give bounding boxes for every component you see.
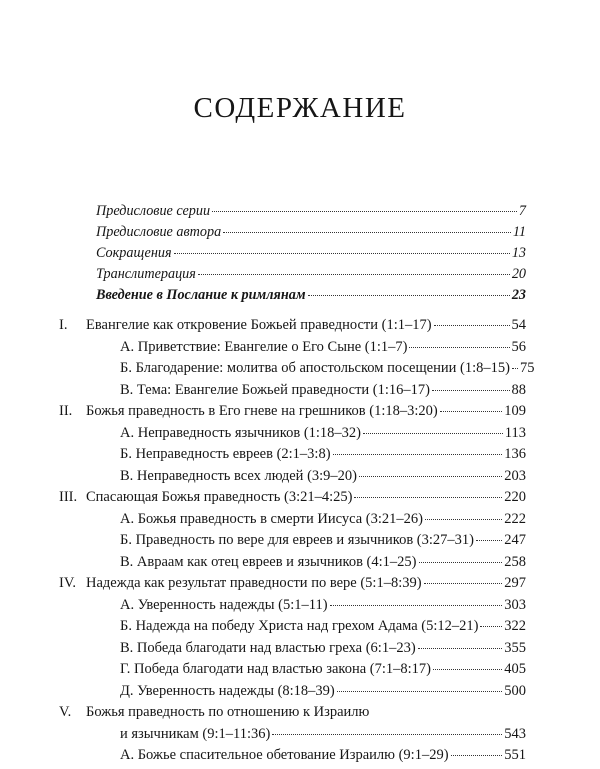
toc-subentry: [59, 360, 535, 382]
chapter-number: I.: [59, 317, 68, 333]
chapter-number: V.: [59, 704, 72, 720]
toc-subentry: [59, 446, 526, 468]
entry-label: Б. Благодарение: молитва об апостольском посещении (1:8–15): [120, 360, 510, 376]
page-number: 88: [511, 381, 526, 398]
dot-leader: [308, 295, 510, 296]
entry-label: Предисловие серии: [96, 203, 211, 219]
dot-leader: [512, 368, 518, 369]
page-number: 136: [504, 446, 526, 462]
toc-chapter: [59, 317, 526, 339]
page-number: 303: [504, 596, 526, 613]
entry-label: А. Неправедность язычников (1:18–32): [120, 424, 362, 441]
entry-label: Транслитерация: [96, 266, 196, 282]
page-title: СОДЕРЖАНИЕ: [193, 92, 407, 124]
entry-label: Евангелие как откровение Божьей праведности (1:1–17): [86, 317, 432, 333]
page-number: 500: [504, 682, 526, 699]
page-number: 222: [504, 510, 526, 527]
dot-leader: [359, 476, 502, 477]
page-number: 23: [511, 287, 526, 303]
page-number: 220: [504, 489, 526, 505]
dot-leader: [330, 605, 503, 606]
entry-label: В. Победа благодати над властью греха (6:1–23): [120, 639, 416, 656]
toc-subentry: [59, 468, 526, 490]
dot-leader: [212, 211, 517, 212]
toc-chapter: [59, 575, 526, 597]
page-number: 297: [504, 575, 526, 591]
toc-subentry: [59, 683, 526, 705]
entry-label: А. Приветствие: Евангелие о Его Сыне (1:1–7): [120, 338, 408, 355]
dot-leader: [223, 232, 511, 233]
contents-list: [59, 317, 535, 769]
entry-label: А. Божья праведность в смерти Иисуса (3:21–26): [120, 510, 423, 527]
entry-label: и язычникам (9:1–11:36): [120, 725, 271, 742]
dot-leader: [425, 519, 502, 520]
chapter-number: IV.: [59, 575, 77, 591]
toc-entry: [96, 266, 526, 287]
toc-entry: [96, 203, 526, 224]
entry-label: Г. Победа благодати над властью закона (7:1–8:17): [120, 661, 431, 677]
dot-leader: [337, 691, 502, 692]
toc-subentry: [59, 747, 526, 769]
dot-leader: [440, 411, 503, 412]
dot-leader: [433, 669, 502, 670]
toc-entry: [96, 287, 526, 308]
entry-label: Введение в Послание к римлянам: [96, 287, 306, 303]
front-matter-list: [96, 203, 526, 308]
page-number: 13: [511, 245, 526, 261]
entry-label: Д. Уверенность надежды (8:18–39): [120, 682, 335, 699]
entry-label: Спасающая Божья праведность (3:21–4:25): [86, 489, 353, 505]
page-number: 543: [504, 725, 526, 742]
page-number: 20: [511, 266, 526, 282]
toc-subentry: [59, 339, 526, 361]
toc-entry: [96, 245, 526, 266]
dot-leader: [409, 347, 509, 348]
dot-leader: [434, 325, 510, 326]
dot-leader: [451, 755, 503, 756]
toc-chapter-continuation: [59, 726, 526, 748]
dot-leader: [432, 390, 510, 391]
entry-label: Надежда как результат праведности по вере (5:1–8:39): [86, 575, 422, 591]
entry-label: А. Уверенность надежды (5:1–11): [120, 596, 328, 613]
entry-label: В. Авраам как отец евреев и язычников (4:1–25): [120, 553, 417, 570]
page-number: 11: [512, 224, 526, 240]
toc-chapter: [59, 403, 526, 425]
page-number: 75: [519, 360, 535, 376]
entry-label: Б. Неправедность евреев (2:1–3:8): [120, 446, 331, 462]
page-number: 322: [504, 618, 526, 634]
page-number: 56: [511, 338, 526, 355]
dot-leader: [354, 497, 502, 498]
page-number: 109: [504, 403, 526, 419]
page-number: 113: [504, 424, 526, 441]
page-number: 7: [518, 203, 526, 219]
toc-chapter: [59, 489, 526, 511]
dot-leader: [424, 583, 503, 584]
dot-leader: [333, 454, 503, 455]
page-number: 405: [504, 661, 526, 677]
toc-subentry: [59, 661, 526, 683]
entry-label: В. Неправедность всех людей (3:9–20): [120, 467, 357, 484]
entry-label: Б. Праведность по вере для евреев и язычников (3:27–31): [120, 532, 474, 548]
toc-subentry: [59, 532, 526, 554]
toc-subentry: [59, 511, 526, 533]
dot-leader: [363, 433, 503, 434]
entry-label: А. Божье спасительное обетование Израилю (9:1–29): [120, 747, 449, 763]
toc-entry: [96, 224, 526, 245]
toc-subentry: [59, 597, 526, 619]
chapter-number: II.: [59, 403, 73, 419]
dot-leader: [419, 562, 503, 563]
dot-leader: [480, 626, 502, 627]
entry-label: Б. Надежда на победу Христа над грехом Адама (5:12–21): [120, 618, 479, 634]
toc-subentry: [59, 382, 526, 404]
page-number: 247: [504, 532, 526, 548]
entry-label: В. Тема: Евангелие Божьей праведности (1:16–17): [120, 381, 430, 398]
toc-subentry: [59, 554, 526, 576]
entry-label: Божья праведность по отношению к Израилю: [86, 704, 370, 720]
entry-label: Предисловие автора: [96, 224, 222, 240]
dot-leader: [174, 253, 510, 254]
toc-subentry: [59, 640, 526, 662]
dot-leader: [418, 648, 503, 649]
dot-leader: [476, 540, 502, 541]
chapter-number: III.: [59, 489, 78, 505]
toc-chapter: [59, 704, 526, 726]
toc-subentry: [59, 618, 526, 640]
page-number: 551: [504, 747, 526, 763]
entry-label: Сокращения: [96, 245, 172, 261]
page-number: 258: [504, 553, 526, 570]
dot-leader: [198, 274, 510, 275]
page-number: 54: [511, 317, 526, 333]
page-number: 203: [504, 467, 526, 484]
page-number: 355: [504, 639, 526, 656]
entry-label: Божья праведность в Его гневе на грешников (1:18–3:20): [86, 403, 438, 419]
toc-subentry: [59, 425, 526, 447]
dot-leader: [272, 734, 502, 735]
